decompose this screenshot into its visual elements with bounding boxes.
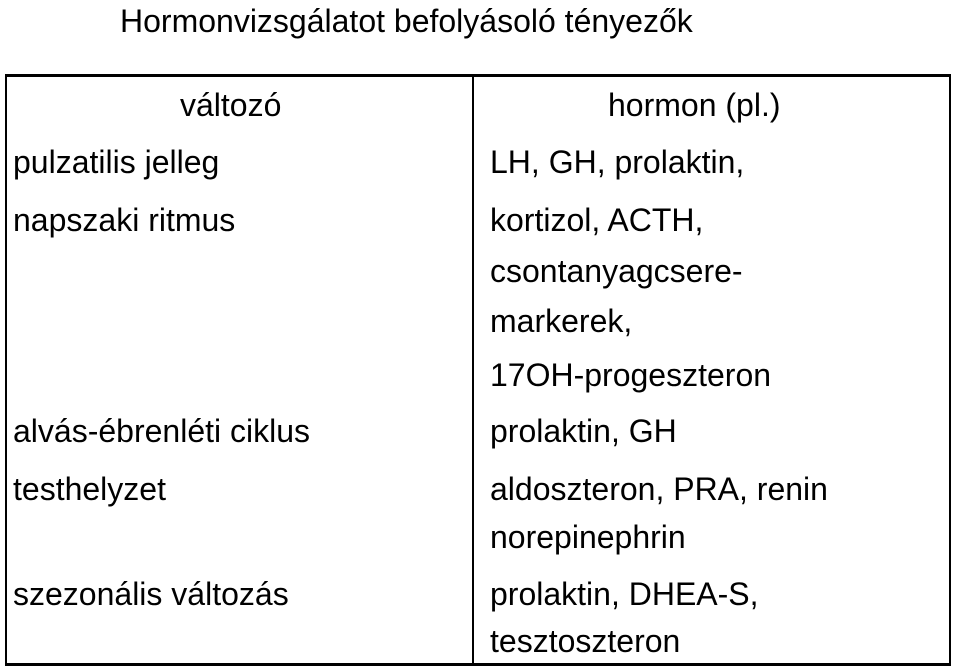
page-title: Hormonvizsgálatot befolyásoló tényezők <box>120 3 693 39</box>
row-hormone-pulsatile-line1: LH, GH, prolaktin, <box>490 144 745 180</box>
row-hormone-seasonal-line1: prolaktin, DHEA-S, <box>490 576 759 612</box>
row-hormone-posture-line2: norepinephrin <box>490 519 686 555</box>
row-hormone-diurnal-line2: csontanyagcsere- <box>490 253 743 289</box>
row-hormone-diurnal-line3: markerek, <box>490 303 633 339</box>
row-hormone-sleep-line1: prolaktin, GH <box>490 413 677 449</box>
row-variable-diurnal: napszaki ritmus <box>13 202 236 238</box>
row-hormone-diurnal-line1: kortizol, ACTH, <box>490 202 704 238</box>
header-variable: változó <box>180 87 282 123</box>
column-divider <box>472 74 474 666</box>
row-hormone-diurnal-line4: 17OH-progeszteron <box>490 357 772 393</box>
row-hormone-seasonal-line2: tesztoszteron <box>490 623 681 659</box>
row-hormone-posture-line1: aldoszteron, PRA, renin <box>490 471 828 507</box>
row-variable-pulsatile: pulzatilis jelleg <box>13 144 220 180</box>
row-variable-sleep: alvás-ébrenléti ciklus <box>13 413 311 449</box>
row-variable-posture: testhelyzet <box>13 471 166 507</box>
row-variable-seasonal: szezonális változás <box>13 576 289 612</box>
header-hormone: hormon (pl.) <box>608 87 781 123</box>
